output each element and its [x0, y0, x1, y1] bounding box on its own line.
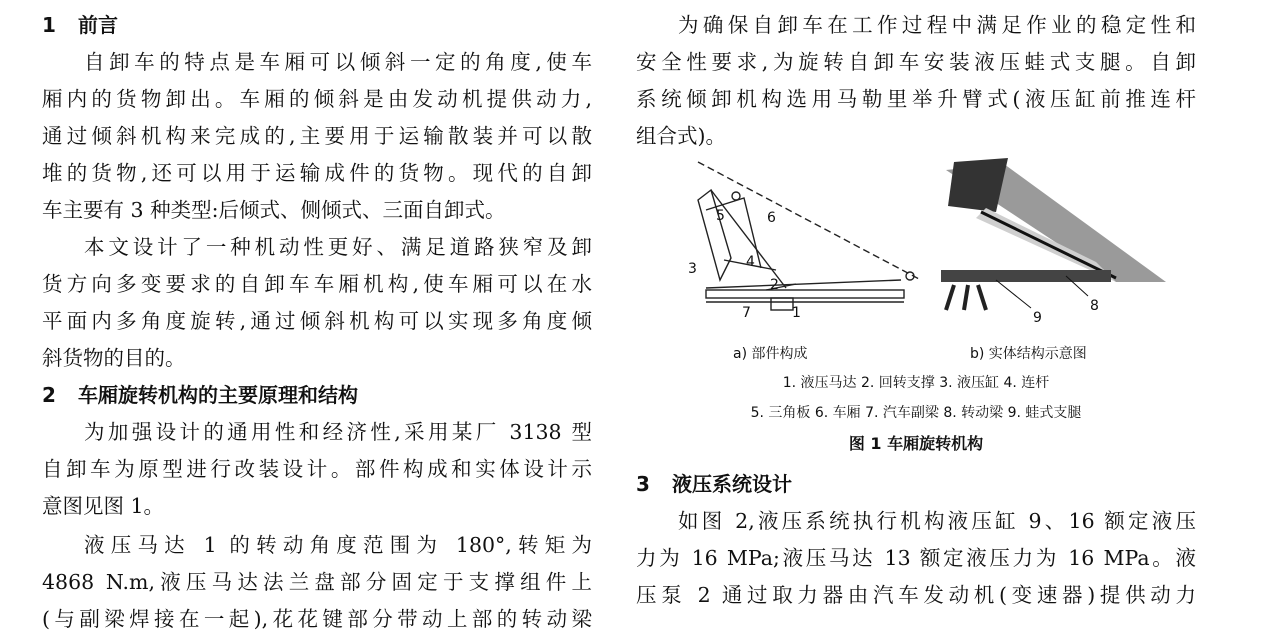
figure-1-diagrams — [636, 150, 1196, 335]
label-1: 1 — [792, 305, 801, 321]
text-line: 安全性要求,为旋转自卸车安装液压蛙式支腿。自卸 — [636, 50, 1196, 74]
text-line: 通过倾斜机构来完成的,主要用于运输散装并可以散 — [42, 124, 592, 148]
text-line: (与副梁焊接在一起),花花键部分带动上部的转动梁 — [42, 607, 592, 631]
paragraph-principle-1 — [42, 414, 592, 525]
paragraph-intro-1 — [42, 44, 592, 229]
text-line: 为加强设计的通用性和经济性,采用某厂 3138 型 — [84, 420, 592, 444]
subcaption-a: a) 部件构成 — [733, 346, 808, 362]
dump-body-line — [698, 162, 921, 280]
figure-1 — [636, 150, 1196, 460]
label-9: 9 — [1033, 310, 1042, 326]
subcaption-b: b) 实体结构示意图 — [970, 346, 1087, 362]
text-line: 意图见图 1。 — [42, 494, 165, 518]
text-line: 4868 N.m,液压马达法兰盘部分固定于支撑组件上 — [42, 570, 592, 594]
hydraulic-motor — [771, 298, 793, 310]
legend-line-1: 1. 液压马达 2. 回转支撑 3. 液压缸 4. 连杆 — [782, 375, 1050, 391]
text-line: 压泵 2 通过取力器由汽车发动机(变速器)提供动力 — [636, 583, 1196, 607]
text-line: 为确保自卸车在工作过程中满足作业的稳定性和 — [678, 13, 1196, 37]
diagram-b-labels — [1033, 298, 1099, 326]
legend-line-2: 5. 三角板 6. 车厢 7. 汽车副梁 8. 转动梁 9. 蛙式支腿 — [750, 405, 1082, 421]
paragraph-safety — [636, 7, 1196, 155]
paragraph-intro-2 — [42, 229, 592, 377]
section-heading-3: 3 液压系统设计 — [636, 472, 792, 496]
label-2: 2 — [770, 277, 779, 293]
right-column — [636, 0, 1196, 155]
label-6: 6 — [767, 210, 776, 226]
text-line: 斜货物的目的。 — [42, 346, 186, 370]
sub-frame — [706, 290, 904, 298]
text-line: 自卸车为原型进行改装设计。部件构成和实体设计示 — [42, 457, 592, 481]
paragraph-principle-2 — [42, 527, 592, 638]
section-heading-1: 1 前言 — [42, 13, 118, 37]
text-line: 自卸车的特点是车厢可以倾斜一定的角度,使车 — [84, 50, 592, 74]
right-column-bottom — [636, 466, 1196, 614]
section-heading-2: 2 车厢旋转机构的主要原理和结构 — [42, 383, 358, 407]
leader-9 — [996, 280, 1031, 308]
text-line: 本文设计了一种机动性更好、满足道路狭窄及卸 — [84, 235, 592, 259]
diagram-a-mechanism — [698, 162, 921, 310]
label-7: 7 — [742, 305, 751, 321]
turning-beam — [706, 280, 901, 288]
paragraph-hydraulic — [636, 503, 1196, 614]
text-line: 厢内的货物卸出。车厢的倾斜是由发动机提供动力, — [42, 87, 592, 111]
frog-leg-outrigger — [946, 285, 986, 310]
label-5: 5 — [716, 208, 725, 224]
text-line: 组合式)。 — [636, 124, 726, 148]
label-3: 3 — [688, 261, 697, 277]
text-line: 平面内多角度旋转,通过倾斜机构可以实现多角度倾 — [42, 309, 592, 333]
text-line: 堆的货物,还可以用于运输成件的货物。现代的自卸 — [42, 161, 592, 185]
text-line: 系统倾卸机构选用马勒里举升臂式(液压缸前推连杆 — [636, 87, 1196, 111]
text-line: 货方向多变要求的自卸车车厢机构,使车厢可以在水 — [42, 272, 592, 296]
text-line: 力为 16 MPa;液压马达 13 额定液压力为 16 MPa。液 — [636, 546, 1196, 570]
chassis-solid — [941, 270, 1111, 282]
text-line: 液压马达 1 的转动角度范围为 180°,转矩为 — [84, 533, 592, 557]
label-8: 8 — [1090, 298, 1099, 314]
diagram-b-solid-model — [941, 158, 1166, 310]
left-column — [42, 0, 592, 638]
text-line: 车主要有 3 种类型:后倾式、侧倾式、三面自卸式。 — [42, 198, 506, 222]
figure-title: 图 1 车厢旋转机构 — [848, 434, 984, 453]
pivot — [732, 192, 740, 200]
label-4: 4 — [746, 254, 755, 270]
text-line: 如图 2,液压系统执行机构液压缸 9、16 额定液压 — [678, 509, 1196, 533]
